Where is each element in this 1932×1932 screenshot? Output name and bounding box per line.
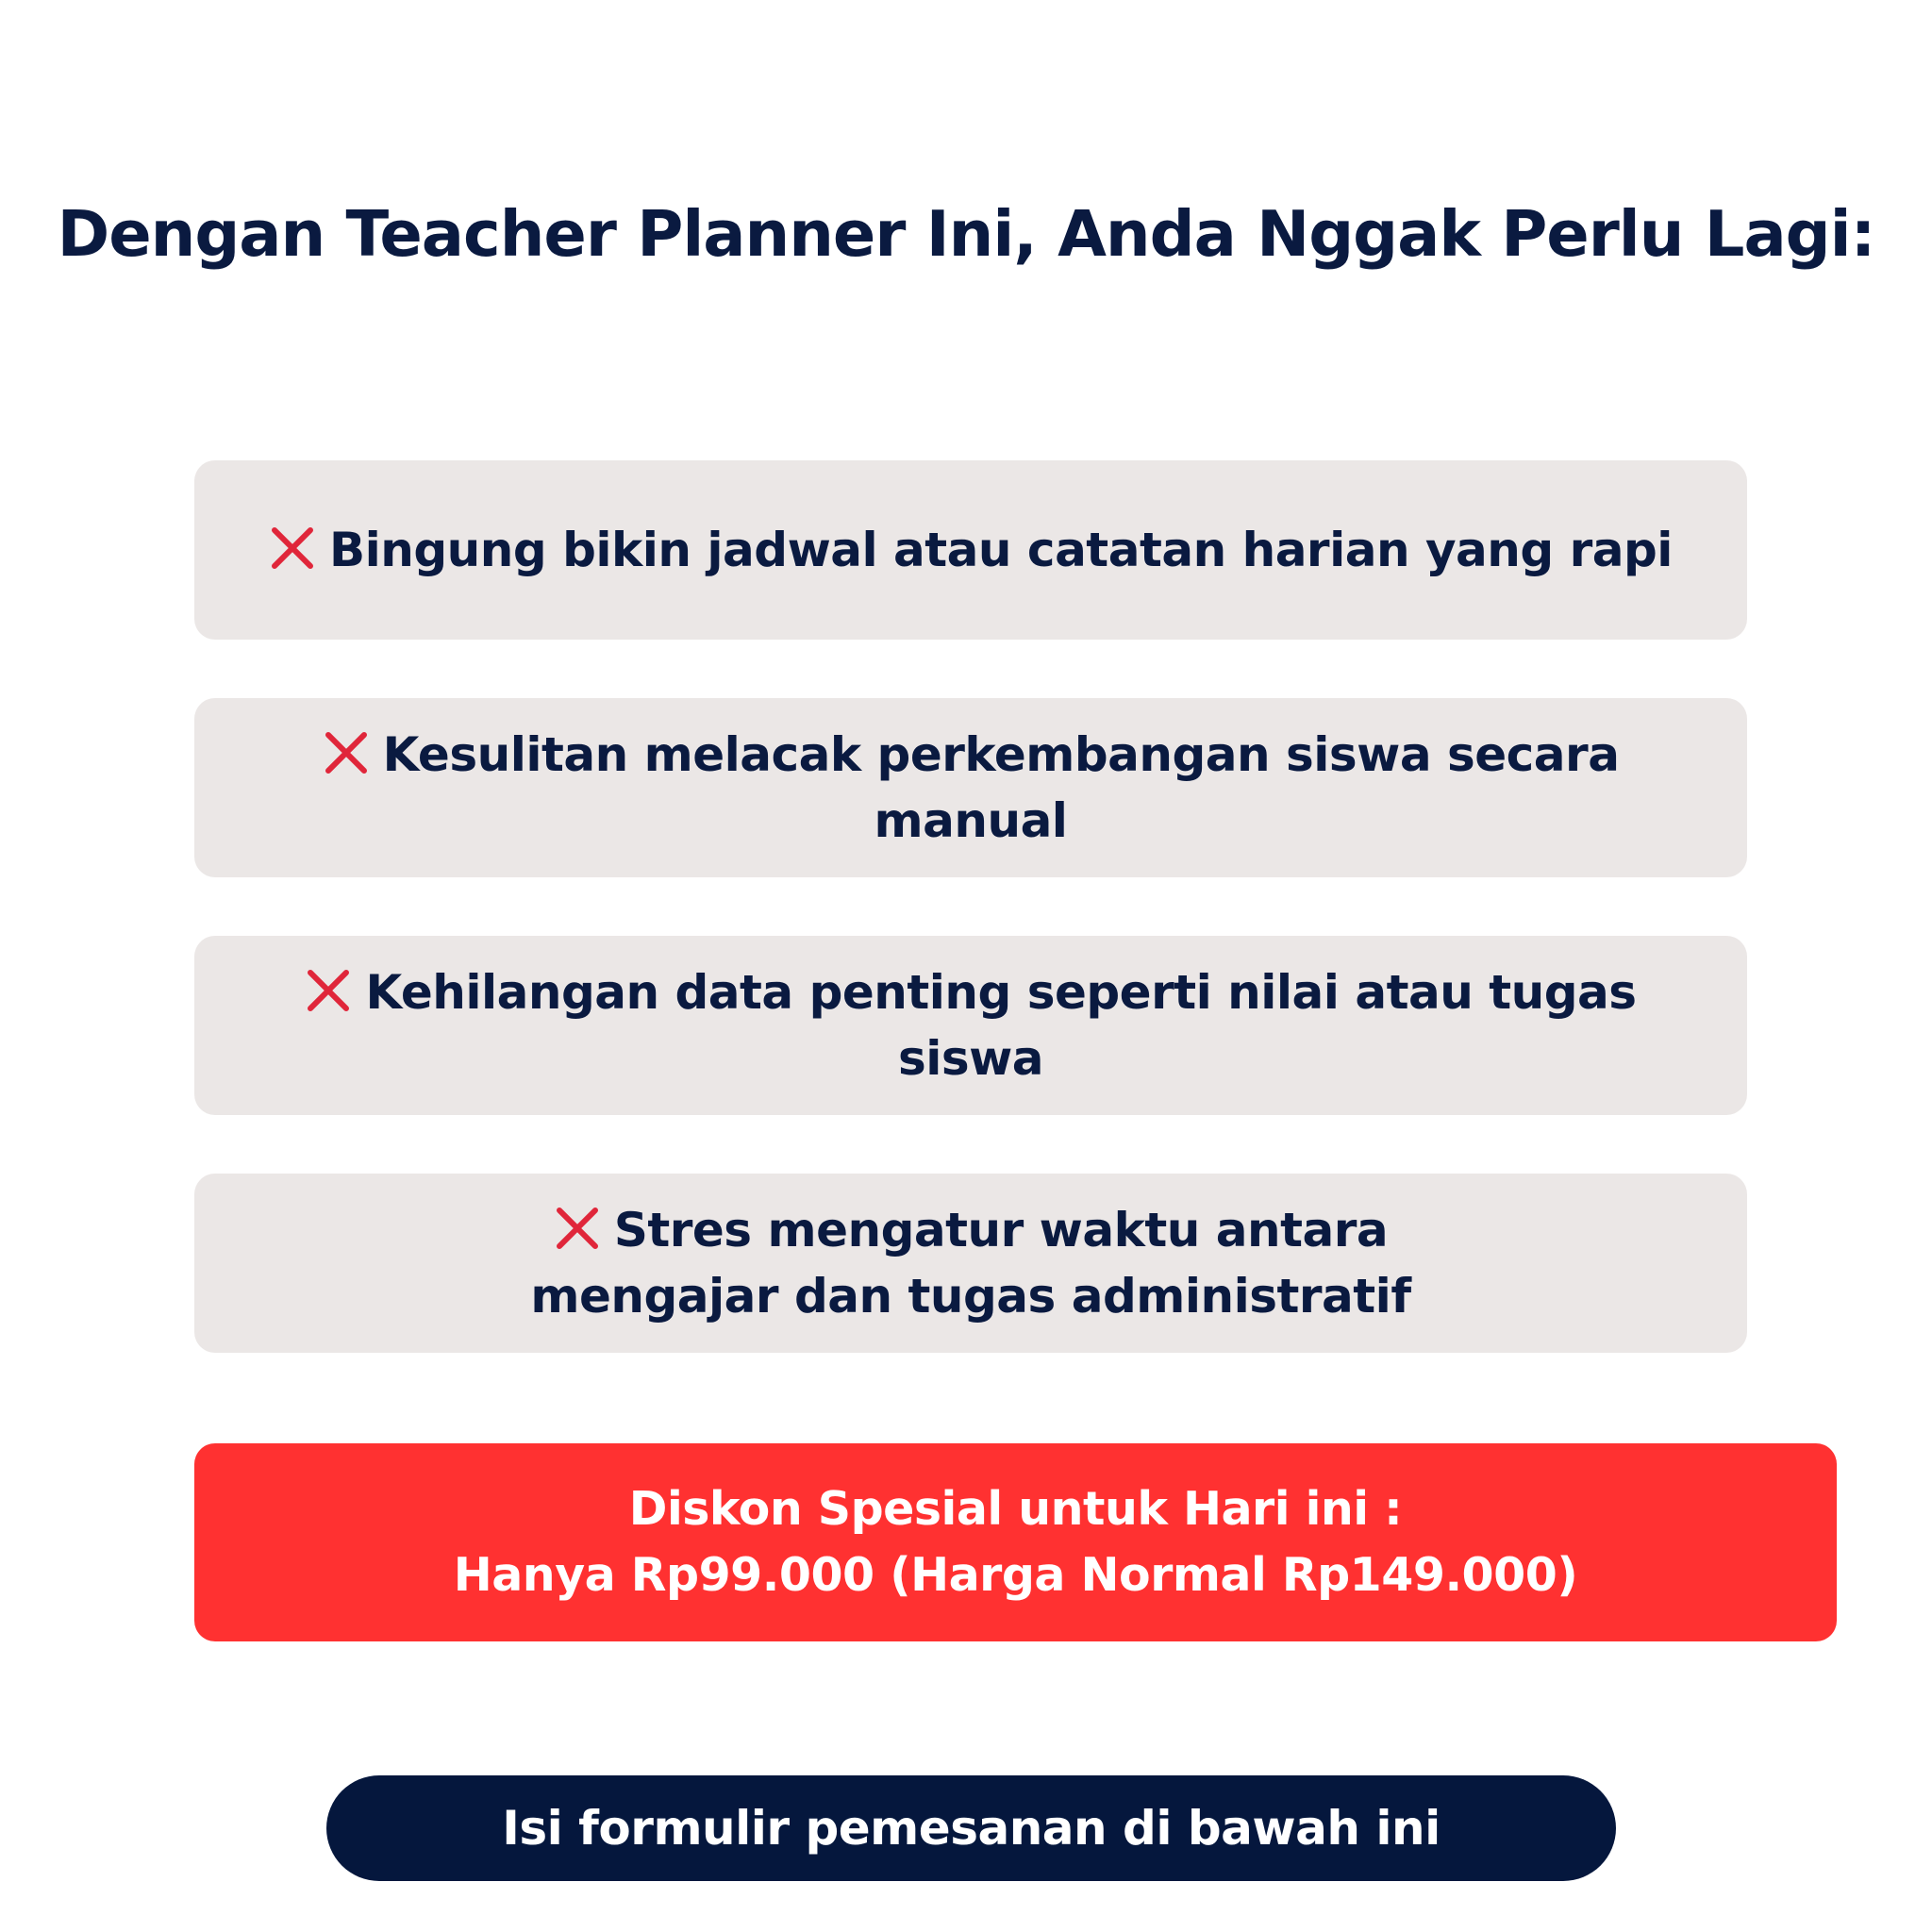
cross-mark-icon bbox=[305, 967, 352, 1014]
pain-point-text: Bingung bikin jadwal atau catatan harian yang rapi bbox=[329, 523, 1673, 577]
pain-point-card bbox=[194, 936, 1747, 1115]
cross-mark-icon bbox=[554, 1205, 601, 1252]
discount-price: Hanya Rp99.000 (Harga Normal Rp149.000) bbox=[453, 1548, 1578, 1602]
order-form-button[interactable]: Isi formulir pemesanan di bawah ini bbox=[326, 1775, 1616, 1881]
discount-banner bbox=[194, 1443, 1837, 1641]
pain-point-text: Stres mengatur waktu antara mengajar dan tugas administratif bbox=[530, 1203, 1411, 1324]
pain-point-card bbox=[194, 1174, 1747, 1353]
pain-point-text: Kehilangan data penting seperti nilai atau tugas siswa bbox=[365, 965, 1637, 1086]
pain-point-text: Kesulitan melacak perkembangan siswa secara manual bbox=[382, 727, 1620, 848]
pain-point-card bbox=[194, 698, 1747, 877]
pain-point-item bbox=[430, 1197, 1511, 1329]
cross-mark-icon bbox=[323, 729, 370, 776]
pain-point-card bbox=[194, 460, 1747, 640]
pain-point-item bbox=[251, 959, 1690, 1091]
cross-mark-icon bbox=[269, 525, 316, 572]
page-title: Dengan Teacher Planner Ini, Anda Nggak Perlu Lagi: bbox=[57, 197, 1875, 271]
pain-point-item bbox=[269, 517, 1673, 583]
pain-point-item bbox=[251, 722, 1690, 854]
discount-title: Diskon Spesial untuk Hari ini : bbox=[628, 1482, 1403, 1536]
